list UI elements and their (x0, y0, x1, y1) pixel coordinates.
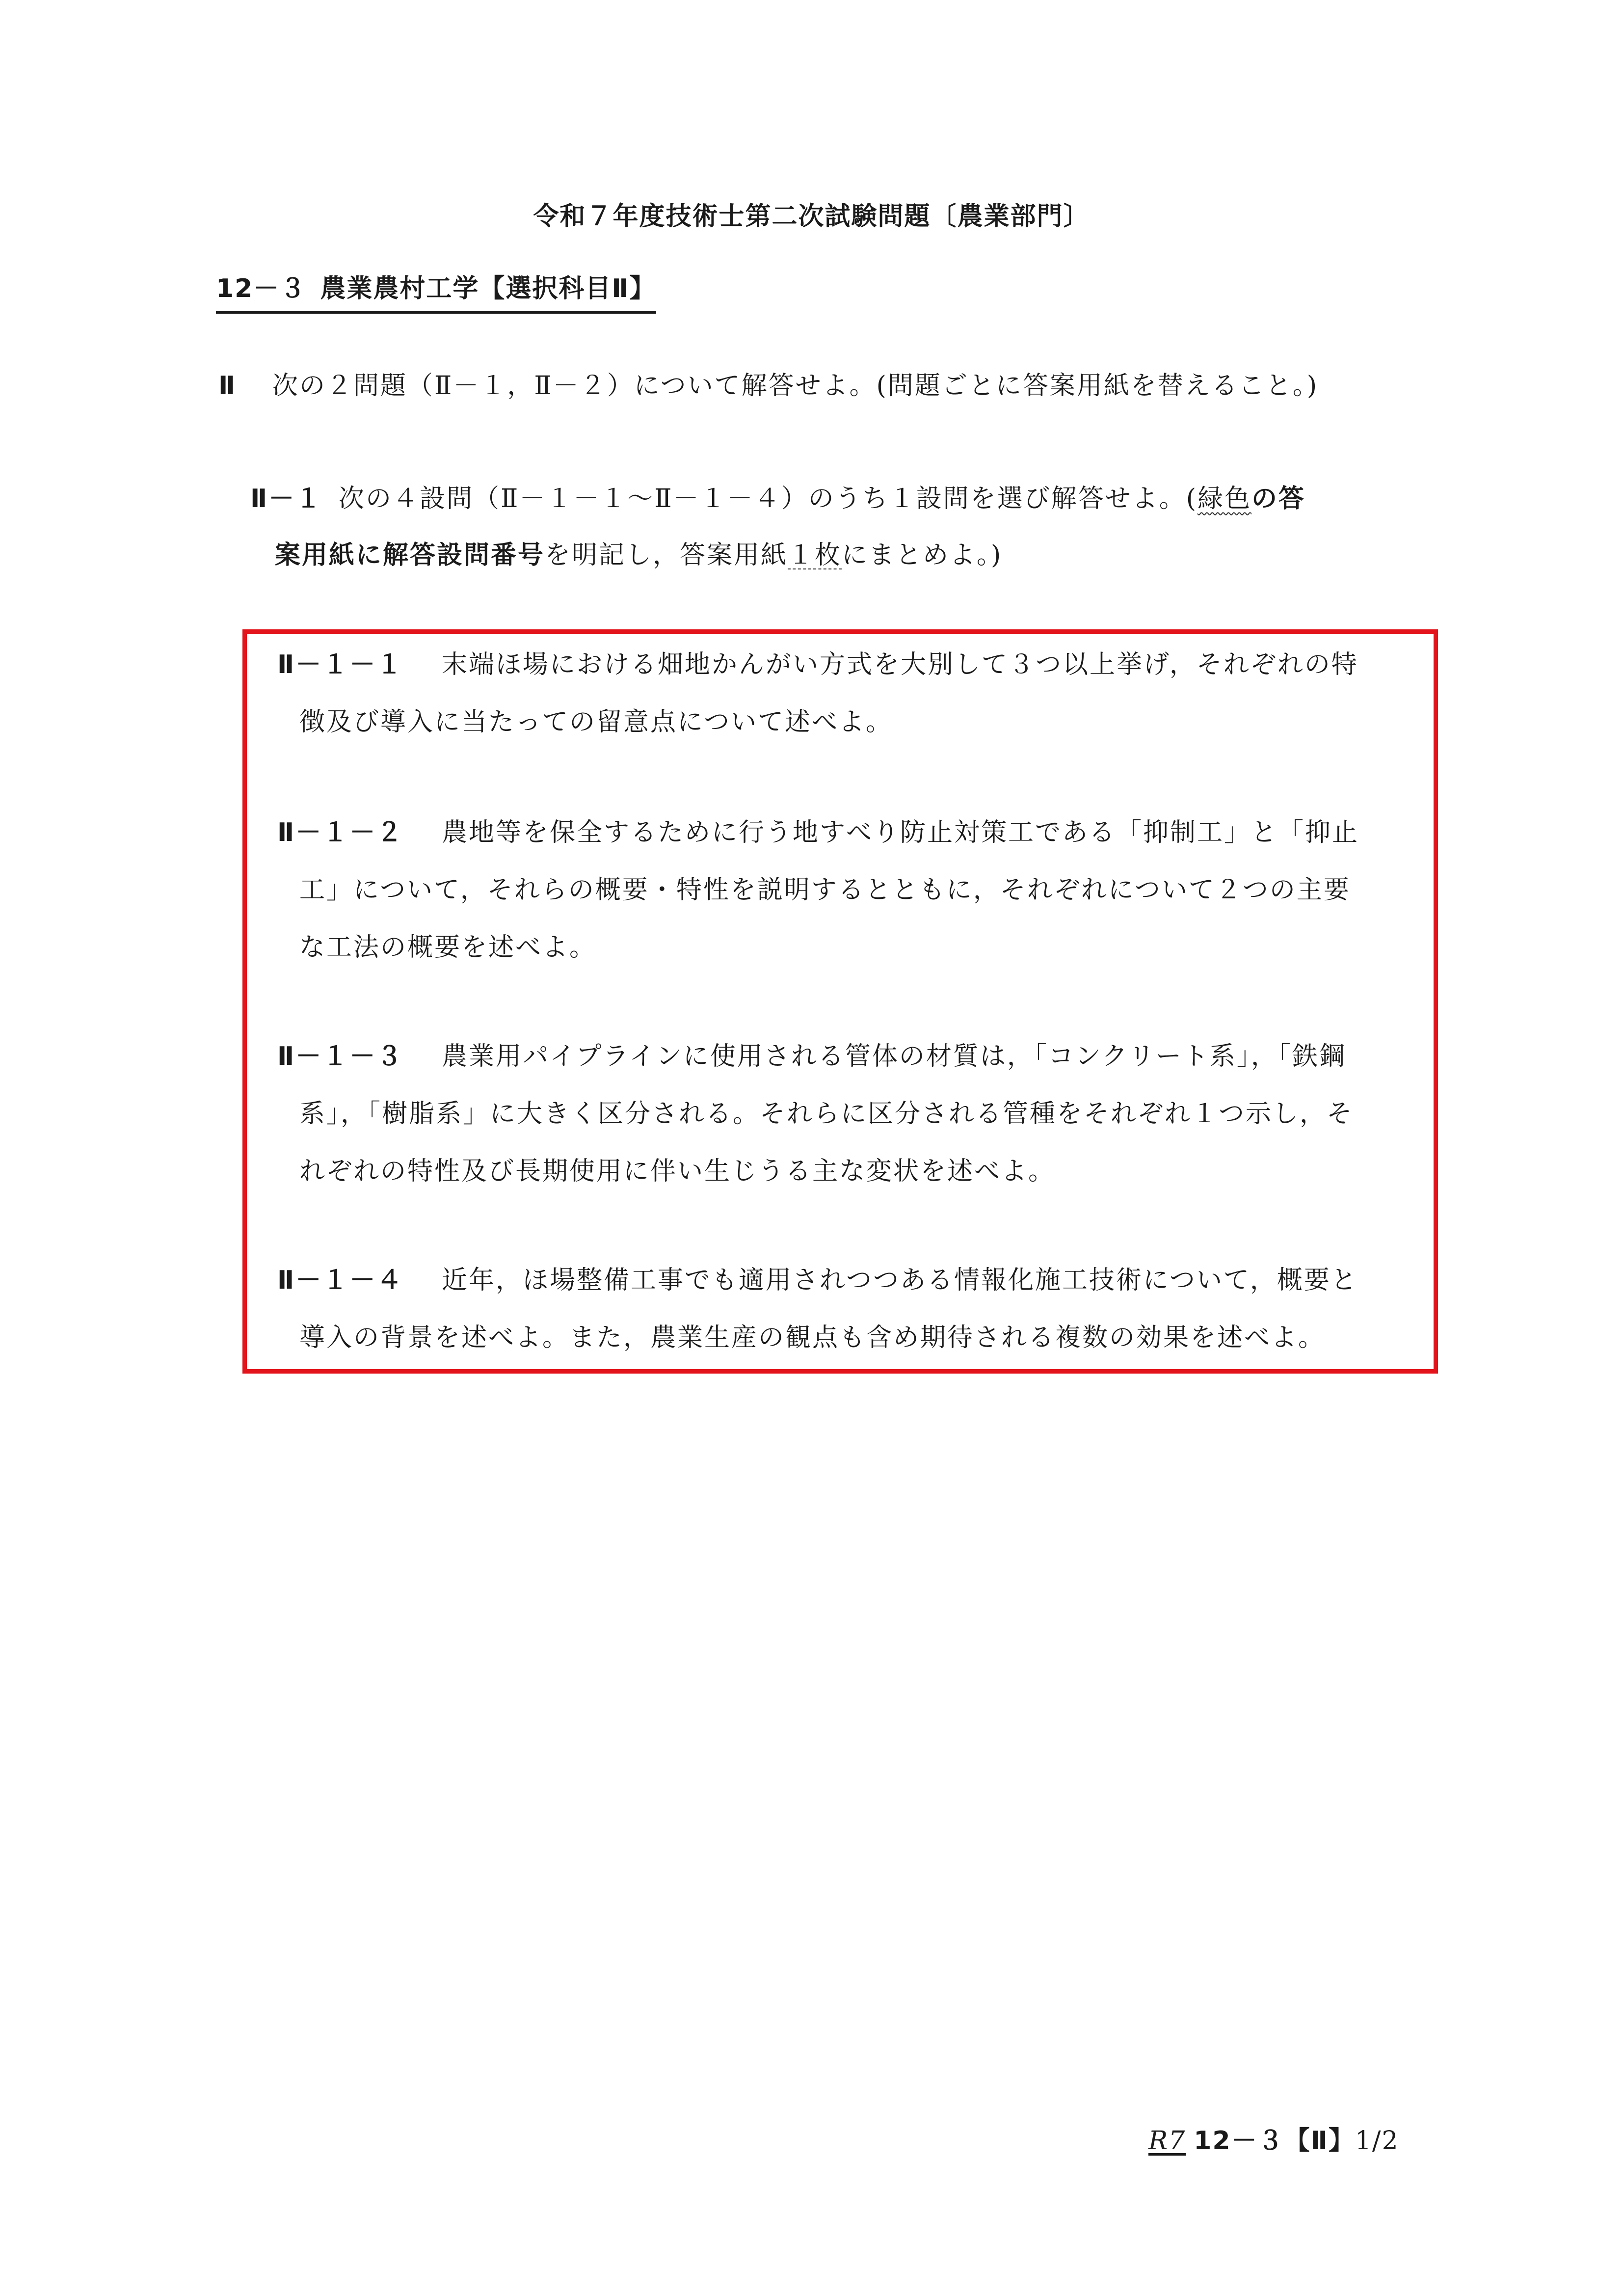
footer-code: 12－３【Ⅱ】 (1194, 2126, 1355, 2156)
question-text: 農業用パイプラインに使用される管体の材質は，「コンクリート系」，「鉄鋼 (442, 1042, 1346, 1071)
section-ii-text: 次の２問題（Ⅱ－１，Ⅱ－２）について解答せよ。(問題ごとに答案用紙を替えること。) (272, 371, 1319, 401)
question-text: れぞれの特性及び長期使用に伴い生じうる主な変状を述べよ。 (299, 1157, 1056, 1186)
question-text: 徴及び導入に当たっての留意点について述べよ。 (299, 707, 893, 737)
subject-name: 農業農村工学【選択科目Ⅱ】 (320, 274, 656, 303)
footer-page: 1/2 (1355, 2126, 1399, 2156)
footer-year: R7 (1148, 2126, 1186, 2156)
subject-number: 12－３ (216, 274, 307, 303)
question-text: 末端ほ場における畑地かんがい方式を大別して３つ以上挙げ，それぞれの特 (442, 650, 1358, 679)
question-line (277, 1044, 1346, 1069)
question-label: Ⅱ－１－３ (277, 1042, 404, 1071)
subject-heading (216, 268, 656, 314)
question-text: 系」，「樹脂系」に大きく区分される。それらに区分される管種をそれぞれ１つ示し，そ (299, 1099, 1354, 1129)
section-ii-1-text2: を明記し，答案用紙 (545, 540, 788, 570)
section-ii-1-tail2: にまとめよ。) (842, 540, 1003, 570)
question-label: Ⅱ－１－１ (277, 650, 404, 679)
section-ii-1-label: Ⅱ－１ (250, 484, 323, 513)
section-ii-instruction (218, 373, 1318, 399)
question-line (277, 1268, 1358, 1293)
question-text: 農地等を保全するために行う地すべり防止対策工である「抑制工」と「抑止 (442, 818, 1359, 847)
section-ii-label: Ⅱ (218, 371, 237, 401)
section-ii-1-line1 (250, 486, 1305, 512)
question-label: Ⅱ－１－２ (277, 818, 404, 847)
question-text: 近年，ほ場整備工事でも適用されつつある情報化施工技術について，概要と (442, 1266, 1358, 1295)
section-ii-1-line2 (275, 542, 1002, 568)
section-ii-1-tail: の答 (1251, 484, 1306, 513)
highlight-box (242, 629, 1438, 1374)
question-label: Ⅱ－１－４ (277, 1266, 404, 1295)
green-emphasis: 緑色 (1197, 484, 1251, 513)
one-sheet-emphasis: １枚 (788, 540, 842, 570)
question-line (277, 820, 1359, 845)
question-text: 導入の背景を述べよ。また，農業生産の観点も含め期待される複数の効果を述べよ。 (299, 1323, 1326, 1352)
answer-sheet-emphasis: 案用紙に解答設問番号 (275, 540, 545, 570)
page-footer (1148, 2120, 1399, 2157)
question-line (277, 652, 1358, 677)
section-ii-1-text: 次の４設問（Ⅱ－１－１～Ⅱ－１－４）のうち１設問を選び解答せよ。( (339, 484, 1197, 513)
exam-title: 令和７年度技術士第二次試験問題〔農業部門〕 (533, 202, 1090, 231)
question-text: な工法の概要を述べよ。 (299, 933, 597, 962)
question-text: 工」について，それらの概要・特性を説明するとともに，それぞれについて２つの主要 (299, 875, 1351, 905)
